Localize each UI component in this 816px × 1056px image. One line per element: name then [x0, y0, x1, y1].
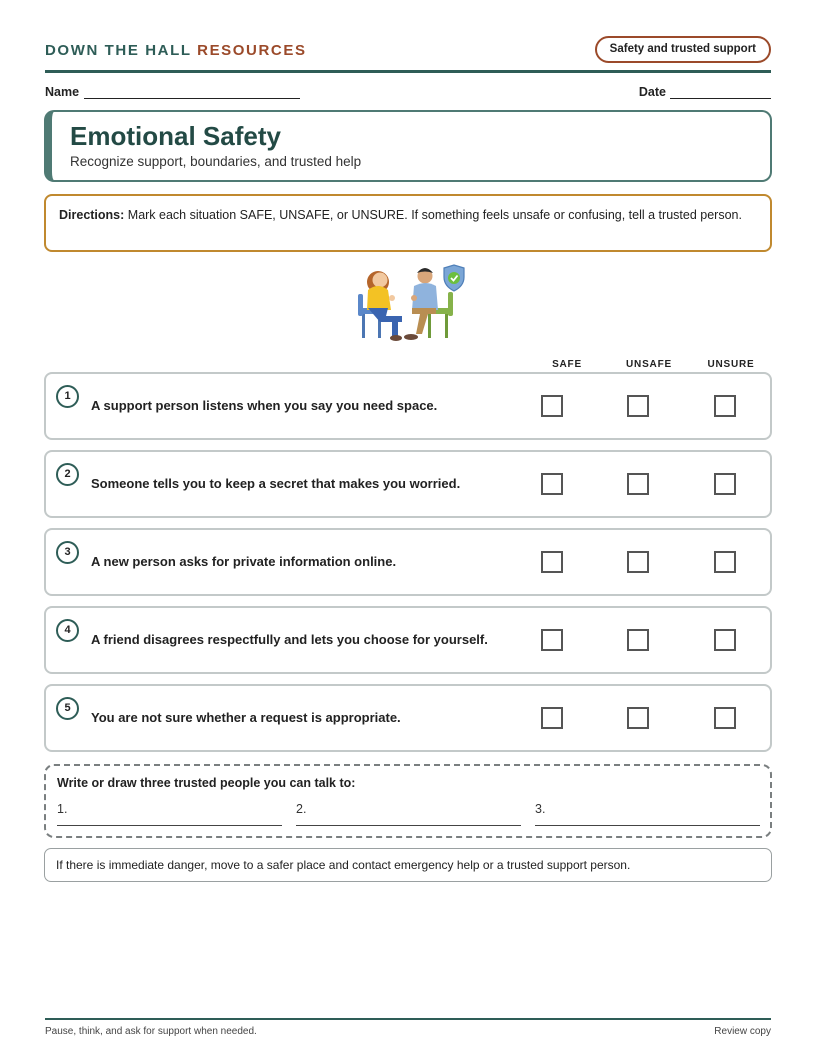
topic-tag: Safety and trusted support: [595, 36, 771, 63]
unsafe-checkbox[interactable]: [627, 629, 649, 651]
trusted-person-line-2[interactable]: 2.: [296, 802, 521, 826]
unsafe-checkbox[interactable]: [627, 473, 649, 495]
name-field: [45, 85, 300, 99]
directions-box: [44, 194, 772, 252]
item-number: 3: [56, 541, 79, 564]
unsure-checkbox[interactable]: [714, 395, 736, 417]
column-header-safe: SAFE: [552, 359, 582, 370]
column-header-unsafe: UNSAFE: [626, 359, 672, 370]
item-number: 1: [56, 385, 79, 408]
item-text: Someone tells you to keep a secret that makes you worried.: [91, 476, 461, 491]
situation-item-2: [44, 450, 772, 518]
trusted-person-line-1[interactable]: 1.: [57, 802, 282, 826]
page-title: Emotional Safety: [70, 121, 281, 151]
unsafe-checkbox[interactable]: [627, 395, 649, 417]
trusted-prompt: Write or draw three trusted people you can talk to:: [57, 776, 356, 790]
unsure-checkbox[interactable]: [714, 551, 736, 573]
brand-resources: RESOURCES: [197, 42, 307, 59]
item-text: A new person asks for private information online.: [91, 554, 397, 569]
date-label: Date: [638, 85, 666, 99]
safe-checkbox[interactable]: [541, 395, 563, 417]
unsure-checkbox[interactable]: [714, 707, 736, 729]
footer-divider: [45, 1018, 771, 1020]
item-text: You are not sure whether a request is appropriate.: [91, 710, 401, 725]
brand-logo: [45, 42, 307, 59]
safe-checkbox[interactable]: [541, 551, 563, 573]
support-conversation-illustration: [356, 264, 468, 344]
page-subtitle: Recognize support, boundaries, and trusted help: [70, 154, 362, 169]
item-number: 4: [56, 619, 79, 642]
directions-label: Directions:: [59, 208, 125, 222]
unsure-checkbox[interactable]: [714, 473, 736, 495]
situation-item-1: [44, 372, 772, 440]
situation-item-5: [44, 684, 772, 752]
unsafe-checkbox[interactable]: [627, 707, 649, 729]
situation-item-3: [44, 528, 772, 596]
footer-status: Review copy: [714, 1026, 771, 1037]
safe-checkbox[interactable]: [541, 473, 563, 495]
name-line[interactable]: [84, 85, 300, 99]
safe-checkbox[interactable]: [541, 707, 563, 729]
header-divider: [45, 70, 771, 73]
trusted-people-box: [44, 764, 772, 838]
unsure-checkbox[interactable]: [714, 629, 736, 651]
directions-text: Mark each situation SAFE, UNSAFE, or UNSURE. If something feels unsafe or confusing, tell a trusted person.: [127, 208, 742, 222]
date-line[interactable]: [670, 85, 771, 99]
brand-name: DOWN THE HALL: [45, 42, 192, 59]
emergency-note: If there is immediate danger, move to a safer place and contact emergency help or a trusted support person.: [44, 848, 772, 882]
safe-checkbox[interactable]: [541, 629, 563, 651]
item-text: A support person listens when you say you need space.: [91, 398, 438, 413]
item-number: 5: [56, 697, 79, 720]
column-header-unsure: UNSURE: [707, 359, 755, 370]
date-field: [639, 85, 771, 99]
item-number: 2: [56, 463, 79, 486]
situation-item-4: [44, 606, 772, 674]
trusted-person-line-3[interactable]: 3.: [535, 802, 760, 826]
name-label: Name: [45, 85, 80, 99]
title-card: [44, 110, 772, 182]
footer-message: Pause, think, and ask for support when needed.: [45, 1026, 257, 1037]
unsafe-checkbox[interactable]: [627, 551, 649, 573]
item-text: A friend disagrees respectfully and lets you choose for yourself.: [91, 632, 488, 647]
